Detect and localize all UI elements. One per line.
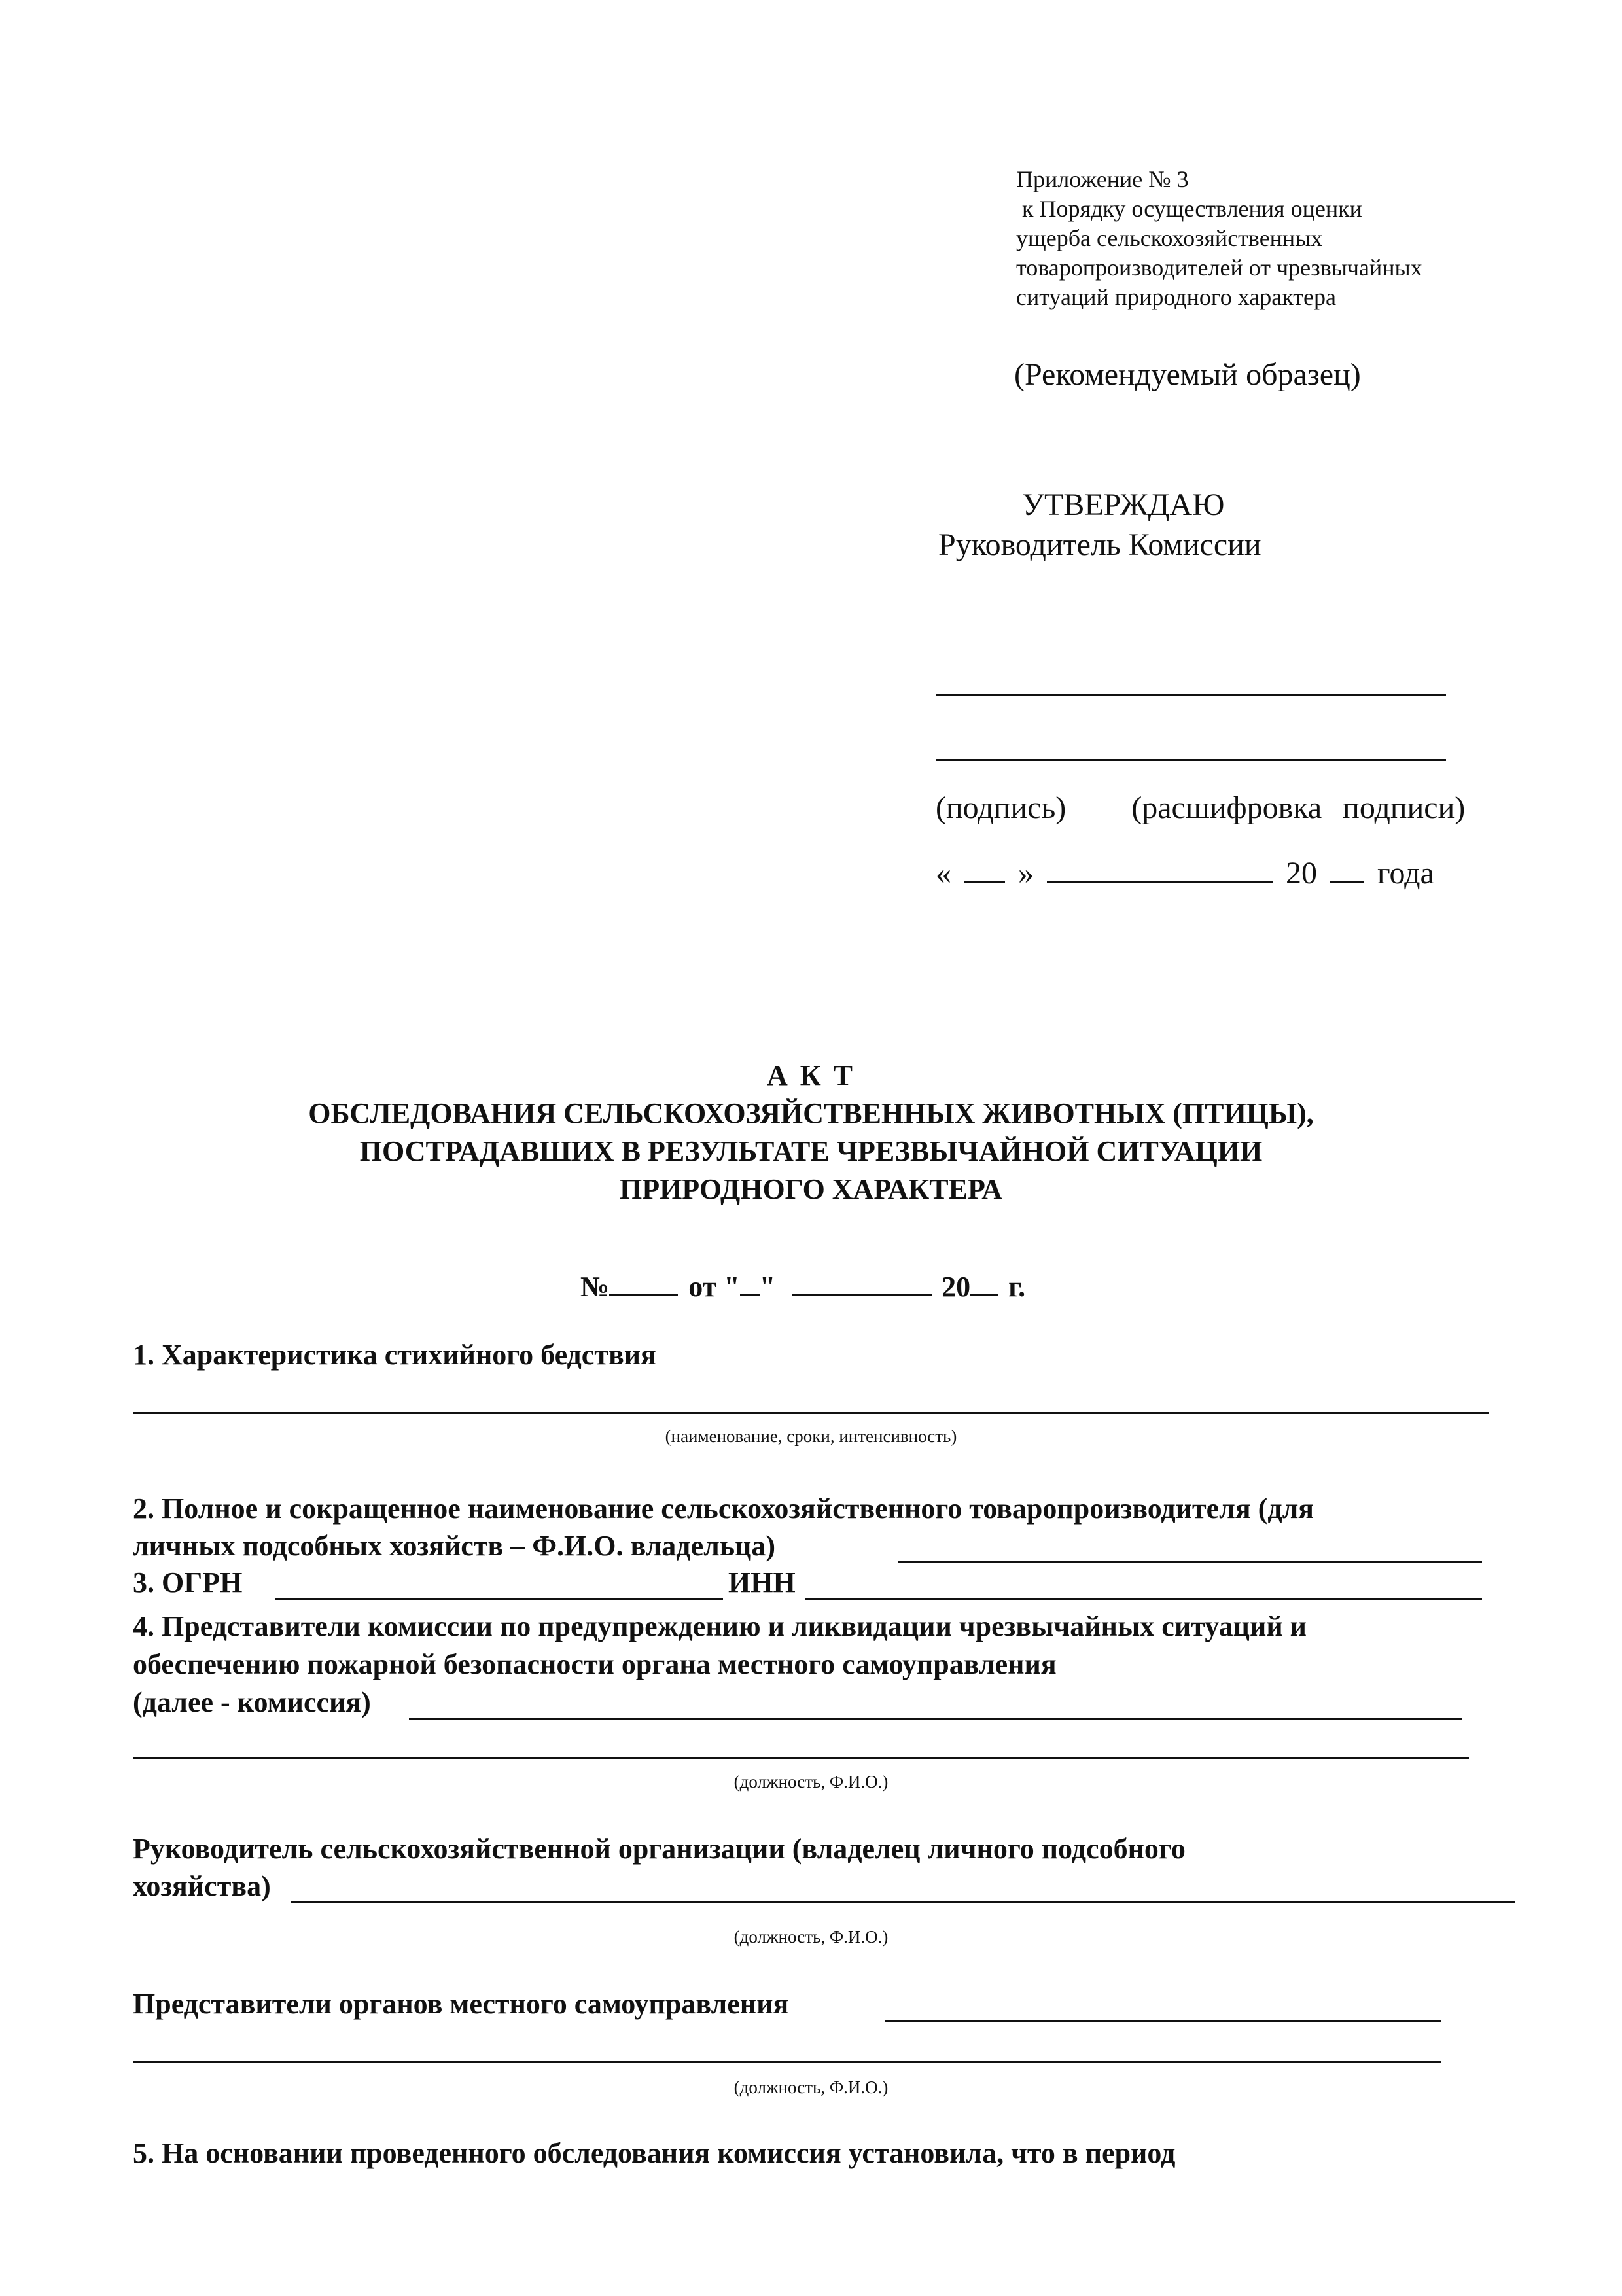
act-year-prefix: 20 bbox=[942, 1271, 971, 1303]
section-5-line: 5. На основании проведенного обследования комиссия установила, что в период bbox=[133, 2137, 1176, 2169]
reps-caption: (должность, Ф.И.О.) bbox=[733, 2077, 889, 2097]
section-4-line3: (далее - комиссия) bbox=[133, 1686, 371, 1718]
disaster-field[interactable] bbox=[133, 1412, 1489, 1414]
signature-captions bbox=[936, 790, 1465, 826]
section-4-line1: 4. Представители комиссии по предупреждению и ликвидации чрезвычайных ситуаций и bbox=[133, 1610, 1307, 1642]
reps-field-1[interactable] bbox=[885, 2020, 1441, 2022]
year-prefix: 20 bbox=[1286, 856, 1317, 891]
appendix-line: товаропроизводителей от чрезвычайных bbox=[1016, 255, 1422, 281]
section-1-heading: 1. Характеристика стихийного бедствия bbox=[133, 1339, 656, 1371]
appendix-line: ситуаций природного характера bbox=[1016, 284, 1336, 310]
signature-line[interactable] bbox=[936, 694, 1446, 696]
appendix-line: ущерба сельскохозяйственных bbox=[1016, 225, 1323, 251]
head-caption: (должность, Ф.И.О.) bbox=[733, 1927, 889, 1947]
commission-caption: (должность, Ф.И.О.) bbox=[733, 1772, 889, 1792]
from-label: от " bbox=[688, 1271, 740, 1303]
act-day-field[interactable] bbox=[740, 1269, 760, 1296]
date-quote-open: « bbox=[936, 856, 951, 891]
act-title-line: ПРИРОДНОГО ХАРАКТЕРА bbox=[619, 1173, 1003, 1205]
act-year-suffix: г. bbox=[1008, 1271, 1026, 1303]
act-month-field[interactable] bbox=[792, 1269, 932, 1296]
section-3-ogrn-label: 3. ОГРН bbox=[133, 1566, 243, 1598]
approval-role: Руководитель Комиссии bbox=[938, 527, 1261, 562]
producer-name-field[interactable] bbox=[898, 1561, 1482, 1563]
commission-field-2[interactable] bbox=[133, 1757, 1469, 1759]
year-suffix: года bbox=[1377, 856, 1434, 891]
month-field[interactable] bbox=[1047, 857, 1273, 883]
section-4-line2: обеспечению пожарной безопасности органа местного самоуправления bbox=[133, 1648, 1057, 1680]
disaster-caption: (наименование, сроки, интенсивность) bbox=[665, 1426, 957, 1446]
date-quote-close: » bbox=[1018, 856, 1034, 891]
signature-label: (подпись) bbox=[936, 790, 1067, 825]
section-2-line1: 2. Полное и сокращенное наименование сельскохозяйственного товаропроизводителя (для bbox=[133, 1492, 1314, 1525]
reps-field-2[interactable] bbox=[133, 2061, 1441, 2063]
approval-title: УТВЕРЖДАЮ bbox=[1022, 487, 1225, 522]
reps-label: Представители органов местного самоуправления bbox=[133, 1988, 789, 2020]
appendix-line: к Порядку осуществления оценки bbox=[1016, 196, 1362, 222]
ogrn-field[interactable] bbox=[275, 1598, 723, 1600]
head-line2: хозяйства) bbox=[133, 1870, 271, 1902]
quote-close: " bbox=[759, 1271, 776, 1303]
decoding-label: (расшифровка подписи) bbox=[1131, 790, 1466, 825]
appendix-line: Приложение № 3 bbox=[1016, 166, 1189, 192]
act-number-field[interactable] bbox=[609, 1269, 678, 1296]
year-field[interactable] bbox=[1330, 857, 1364, 883]
section-2-line2: личных подсобных хозяйств – Ф.И.О. владельца) bbox=[133, 1530, 776, 1562]
act-year-field[interactable] bbox=[970, 1269, 998, 1296]
act-heading: А К Т bbox=[766, 1059, 856, 1091]
act-title-line: ОБСЛЕДОВАНИЯ СЕЛЬСКОХОЗЯЙСТВЕННЫХ ЖИВОТНЫХ (ПТИЦЫ), bbox=[308, 1097, 1314, 1129]
commission-field-1[interactable] bbox=[409, 1718, 1462, 1720]
appendix-block bbox=[1016, 165, 1422, 312]
day-field[interactable] bbox=[964, 857, 1005, 883]
signature-decoding-line[interactable] bbox=[936, 759, 1446, 761]
act-title bbox=[0, 1057, 1622, 1209]
approval-date bbox=[936, 855, 1434, 891]
recommended-sample-label: (Рекомендуемый образец) bbox=[1014, 357, 1361, 392]
act-number-line bbox=[580, 1269, 1025, 1303]
number-sign: № bbox=[580, 1271, 610, 1303]
section-3-inn-label: ИНН bbox=[728, 1566, 796, 1598]
act-title-line: ПОСТРАДАВШИХ В РЕЗУЛЬТАТЕ ЧРЕЗВЫЧАЙНОЙ СИТУАЦИИ bbox=[359, 1135, 1263, 1167]
head-field[interactable] bbox=[291, 1901, 1515, 1903]
inn-field[interactable] bbox=[805, 1598, 1482, 1600]
head-line1: Руководитель сельскохозяйственной организации (владелец личного подсобного bbox=[133, 1833, 1186, 1865]
